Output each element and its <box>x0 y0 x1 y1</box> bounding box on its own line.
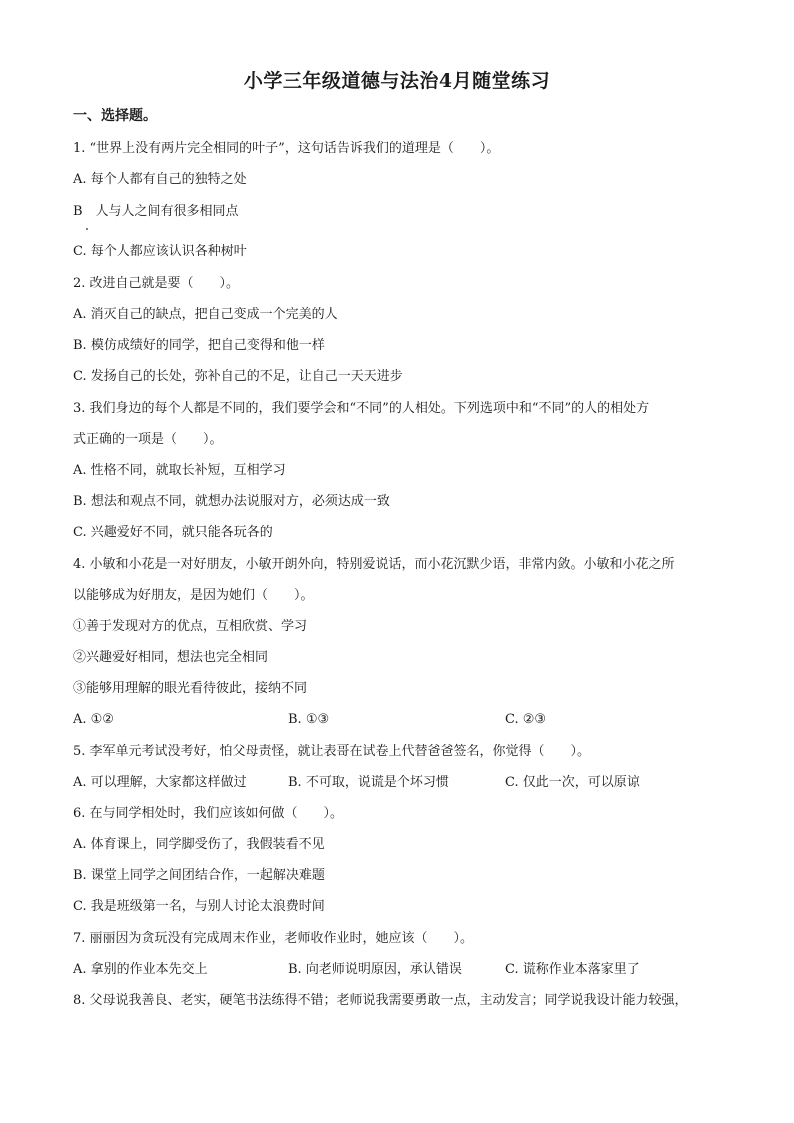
question-1-option-c: C. 每个人都应该认识各种树叶 <box>73 244 247 259</box>
question-4-statement-3: ③能够用理解的眼光看待彼此，接纳不同 <box>73 681 308 696</box>
question-3-option-b: B. 想法和观点不同，就想办法说服对方，必须达成一致 <box>73 494 390 509</box>
question-8-stem: 8. 父母说我善良、老实，硬笔书法练得不错；老师说我需要勇敢一点，主动发言；同学说我设计能力较强， <box>73 993 688 1008</box>
question-7-option-b: B. 向老师说明原因，承认错误 <box>288 962 462 977</box>
question-4-statement-1: ①善于发现对方的优点，互相欣赏、学习 <box>73 619 308 634</box>
question-5-option-c: C. 仅此一次，可以原谅 <box>505 775 640 790</box>
question-4-option-a: A. ①② <box>73 712 114 727</box>
question-1-stem: 1. “世界上没有两片完全相同的叶子”，这句话告诉我们的道理是（ ）。 <box>73 141 500 156</box>
page-title: 小学三年级道德与法治4月随堂练习 <box>243 70 551 92</box>
question-6-stem: 6. 在与同学相处时，我们应该如何做（ ）。 <box>73 806 344 821</box>
question-2-option-a: A. 消灭自己的缺点，把自己变成一个完美的人 <box>73 307 338 322</box>
question-2-option-b: B. 模仿成绩好的同学，把自己变得和他一样 <box>73 338 325 353</box>
question-4-statement-2: ②兴趣爱好相同，想法也完全相同 <box>73 650 269 665</box>
question-3-stem-line-1: 3. 我们身边的每个人都是不同的，我们要学会和“不同”的人相处。下列选项中和“不同”的人的相处方 <box>73 401 650 416</box>
question-3-option-a: A. 性格不同，就取长补短，互相学习 <box>73 463 286 478</box>
question-4-stem-line-2: 以能够成为好朋友，是因为她们（ ）。 <box>73 588 314 603</box>
question-7-option-a: A. 拿别的作业本先交上 <box>73 962 208 977</box>
question-6-option-b: B. 课堂上同学之间团结合作，一起解决难题 <box>73 868 325 883</box>
question-5-option-a: A. 可以理解，大家都这样做过 <box>73 775 247 790</box>
question-4-option-b: B. ①③ <box>288 712 330 727</box>
question-1-option-b: B 人与人之间有很多相同点 <box>73 204 239 219</box>
question-2-option-c: C. 发扬自己的长处，弥补自己的不足，让自己一天天进步 <box>73 369 403 384</box>
question-6-option-a: A. 体育课上，同学脚受伤了，我假装看不见 <box>73 837 325 852</box>
question-4-stem-line-1: 4. 小敏和小花是一对好朋友，小敏开朗外向，特别爱说话，而小花沉默少语，非常内敛。小敏和小花之所 <box>73 557 675 572</box>
stray-mark <box>86 228 88 230</box>
question-1-option-a: A. 每个人都有自己的独特之处 <box>73 172 247 187</box>
question-5-stem: 5. 李军单元考试没考好，怕父母责怪，就让表哥在试卷上代替爸爸签名，你觉得（ ）。 <box>73 744 591 759</box>
question-3-option-c: C. 兴趣爱好不同，就只能各玩各的 <box>73 525 273 540</box>
question-2-stem: 2. 改进自己就是要（ ）。 <box>73 276 240 291</box>
question-7-stem: 7. 丽丽因为贪玩没有完成周末作业，老师收作业时，她应该（ ）。 <box>73 931 474 946</box>
question-4-option-c: C. ②③ <box>505 712 547 727</box>
question-6-option-c: C. 我是班级第一名，与别人讨论太浪费时间 <box>73 899 325 914</box>
question-7-option-c: C. 谎称作业本落家里了 <box>505 962 640 977</box>
question-5-option-b: B. 不可取，说谎是个坏习惯 <box>288 775 449 790</box>
question-3-stem-line-2: 式正确的一项是（ ）。 <box>73 432 223 447</box>
section-heading: 一、选择题。 <box>73 108 157 124</box>
